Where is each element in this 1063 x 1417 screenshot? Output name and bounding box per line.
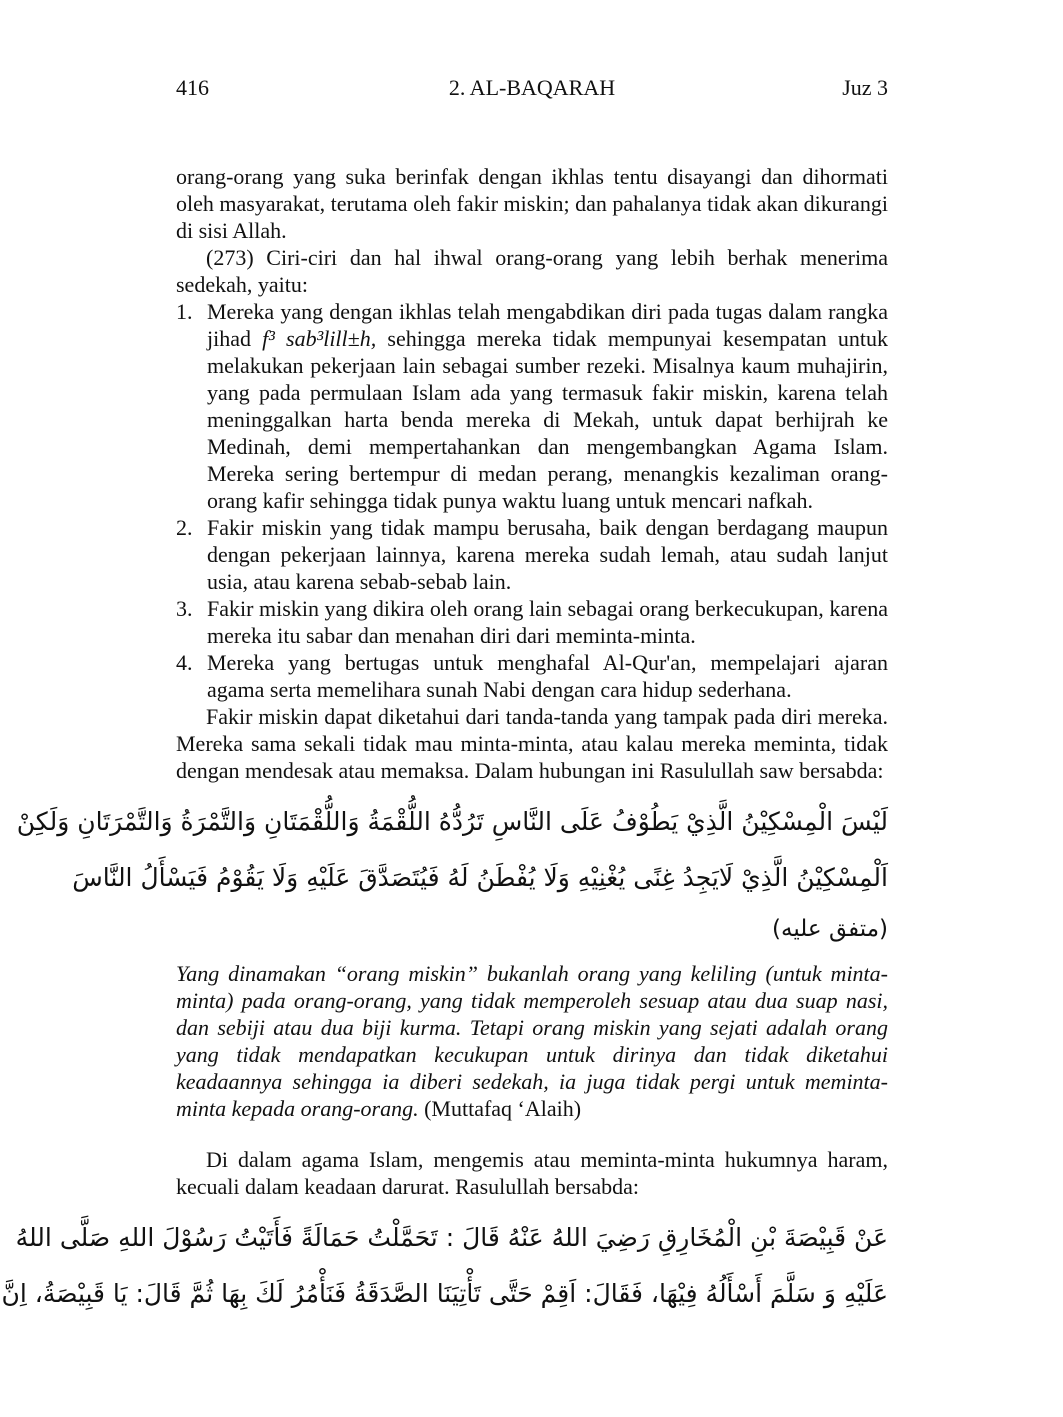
hadith-1-translation-text: Yang dinamakan “orang miskin” bukanlah orang yang keliling (untuk minta-minta) pada orang-orang, yang tidak memperoleh sesuap atau dua suap nasi, dan sebiji atau dua biji kurma. Tetapi orang miskin yang sejati adalah orang yang tidak mendapatkan kecukupan untuk dirinya dan tidak diketahui keadaannya sehingga ia diberi sedekah, ia juga tidak pergi untuk meminta-minta kepada orang-orang. (176, 961, 888, 1121)
list-item-1 (176, 298, 888, 514)
list-item-1-arabic-term: f³ sab³lill±h, (262, 326, 377, 351)
list-item-1-text (207, 298, 888, 514)
list-item-2-number: 2. (176, 515, 193, 540)
hadith-1-line-1: لَيْسَ الْمِسْكِيْنُ الَّذِيْ يَطُوْفُ عَلَى النَّاسِ تَرُدُّهُ اللُّقْمَةُ وَاللُّقْمَتَانِ وَالتَّمْرَةُ وَالتَّمْرَتَانِ وَلَكِنْ (16, 807, 888, 836)
paragraph-mengemis: Di dalam agama Islam, mengemis atau meminta-minta hukumnya haram, kecuali dalam keadaan darurat. Rasulullah bersabda: (176, 1147, 888, 1199)
list-item-1-number: 1. (176, 299, 193, 324)
hadith-1-translation (176, 960, 888, 1122)
list-item-4-number: 4. (176, 650, 193, 675)
list-item-4 (176, 649, 888, 703)
hadith-1-arabic (16, 794, 888, 952)
page-number: 416 (176, 75, 209, 100)
hadith-2-arabic (1, 1210, 888, 1322)
hadith-1-source: (Muttafaq ‘Alaih) (418, 1096, 582, 1121)
list-item-1-text-after: sehingga mereka tidak mempunyai kesempatan untuk melakukan pekerjaan lain sebagai sumber rezeki. Misalnya kaum muhajirin, yang pada permulaan Islam ada yang termasuk fakir miskin, karena telah meninggalkan harta benda mereka di Mekah, untuk dapat berhijrah ke Medinah, demi mempertahankan dan mengembangkan Agama Islam. Mereka sering bertempur di medan perang, menangkis kezaliman orang-orang kafir sehingga tidak punya waktu luang untuk mencari nafkah. (207, 326, 889, 513)
paragraph-fakir-miskin: Fakir miskin dapat diketahui dari tanda-tanda yang tampak pada diri mereka. Mereka sama sekali tidak mau minta-minta, atau kalau mereka meminta, tidak dengan mendesak atau memaksa. Dalam hubungan ini Rasulullah saw bersabda: (176, 704, 888, 783)
hadith-2-line-2: عَلَيْهِ وَ سَلَّمَ أَسْأَلُهُ فِيْهَا، فَقَالَ: اَقِمْ حَتَّى تَأْتِيَنَا الصَّدَقَةُ فَنَأْمُرُ لَكَ بِهَا ثُمَّ قَالَ: يَا قَبِيْصَةُ، اِنَّ (1, 1279, 888, 1308)
list-item-1-text-before: Mereka yang dengan ikhlas telah mengabdikan diri pada tugas dalam rangka jihad (207, 299, 888, 351)
list-item-3-text: Fakir miskin yang dikira oleh orang lain sebagai orang berkecukupan, karena mereka itu sabar dan menahan diri dari meminta-minta. (207, 596, 888, 648)
list-item-2-text: Fakir miskin yang tidak mampu berusaha, baik dengan berdagang maupun dengan pekerjaan lainnya, karena mereka sudah lemah, atau sudah lanjut usia, atau karena sebab-sebab lain. (207, 515, 888, 594)
page-body (1, 163, 889, 1322)
list-item-3 (176, 595, 888, 649)
surah-title: 2. AL-BAQARAH (448, 75, 616, 100)
list-item-2 (176, 514, 888, 595)
juz-label: Juz 3 (842, 75, 889, 100)
hadith-1-attribution: (متفق عليه) (772, 916, 888, 942)
hadith-1-line-2: اَلْمِسْكِيْنُ الَّذِيْ لَايَجِدُ غِنًى يُغْنِيْهِ وَلَا يُفْطَنُ لَهُ فَيُتَصَدَّقَ عَلَيْهِ وَلَا يَقُوْمُ فَيَسْأَلُ النَّاسَ (72, 863, 888, 892)
list-item-4-text: Mereka yang bertugas untuk menghafal Al-Qur'an, mempelajari ajaran agama serta memelihara sunah Nabi dengan cara hidup sederhana. (207, 650, 888, 702)
page-header (176, 75, 888, 101)
paragraph-273: (273) Ciri-ciri dan hal ihwal orang-orang yang lebih berhak menerima sedekah, yaitu: (176, 245, 888, 297)
paragraph-intro: orang-orang yang suka berinfak dengan ikhlas tentu disayangi dan dihormati oleh masyarakat, terutama oleh fakir miskin; dan pahalanya tidak akan dikurangi di sisi Allah. (176, 164, 888, 243)
list-item-3-number: 3. (176, 596, 193, 621)
criteria-list (176, 298, 888, 703)
hadith-2-line-1: عَنْ قَبِيْصَةَ بْنِ الْمُخَارِقِ رَضِيَ اللهُ عَنْهُ قَالَ : تَحَمَّلْتُ حَمَالَةً فَأَتَيْتُ رَسُوْلَ اللهِ صَلَّى اللهُ (15, 1223, 888, 1252)
